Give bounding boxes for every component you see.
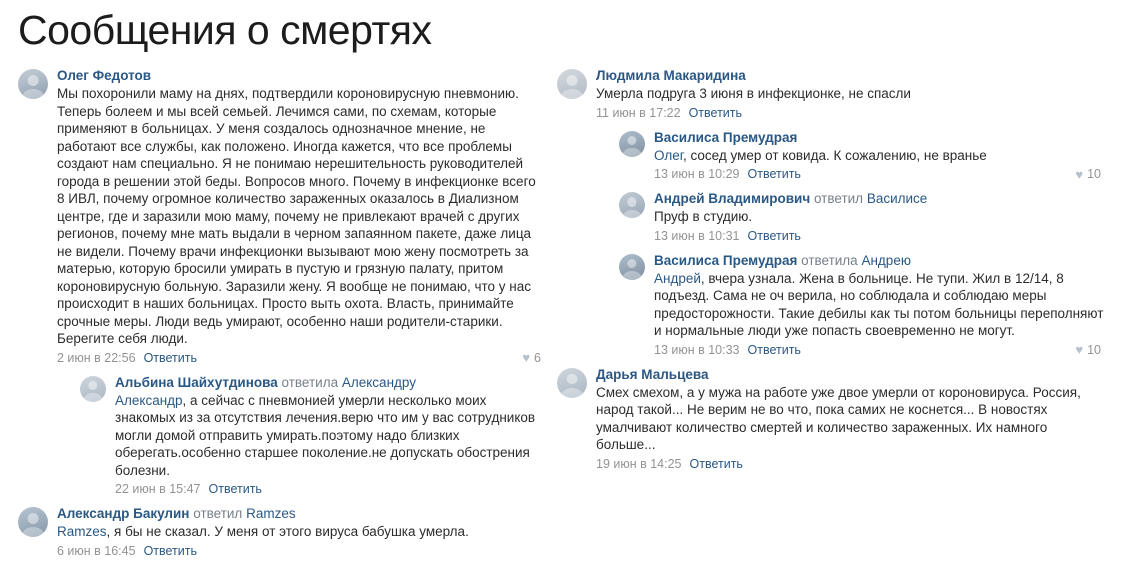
reply-button[interactable]: Ответить	[208, 482, 262, 497]
comment-text	[654, 147, 1105, 165]
comment-author-line	[115, 374, 545, 391]
like-count: 10	[1087, 167, 1101, 182]
reply-button[interactable]: Ответить	[747, 167, 801, 182]
like-counter[interactable]	[1075, 343, 1105, 357]
comment-text	[115, 392, 545, 480]
like-counter[interactable]	[522, 351, 545, 365]
comment-date: 2 июн в 22:56	[57, 350, 136, 365]
avatar[interactable]	[18, 507, 48, 537]
comment-author[interactable]: Василиса Премудрая	[654, 129, 798, 145]
avatar[interactable]	[619, 131, 645, 157]
comment-item[interactable]	[18, 67, 545, 365]
right-comments-column	[545, 67, 1108, 567]
comment-author[interactable]: Дарья Мальцева	[596, 366, 709, 382]
comment-text-rest: , сосед умер от ковида. К сожалению, не вранье	[683, 147, 987, 163]
heart-icon: ♥	[1075, 342, 1084, 358]
mention-link[interactable]: Александр	[115, 392, 183, 408]
comment-body	[57, 505, 545, 558]
mention-link[interactable]: Андрей	[654, 270, 701, 286]
mention-link[interactable]: Ramzes	[57, 524, 107, 540]
comments-columns	[0, 67, 1123, 567]
comment-item[interactable]	[619, 129, 1105, 182]
comment-item[interactable]	[80, 374, 545, 497]
avatar[interactable]	[80, 376, 106, 402]
reply-target	[193, 506, 295, 521]
comment-meta	[654, 343, 1105, 357]
comment-author[interactable]: Андрей Владимирович	[654, 191, 811, 207]
comment-date: 13 июн в 10:33	[654, 342, 740, 357]
avatar[interactable]	[557, 368, 587, 398]
comment-meta	[57, 544, 545, 558]
comments-page	[0, 6, 1123, 583]
comment-date: 22 июн в 15:47	[115, 482, 201, 497]
like-count: 10	[1087, 342, 1101, 357]
replied-to-name[interactable]: Ramzes	[246, 506, 296, 522]
comment-body	[654, 252, 1108, 358]
avatar[interactable]	[557, 69, 587, 99]
comment-meta	[654, 229, 1105, 243]
comment-author-line	[57, 505, 545, 522]
page-title: Сообщения о смертях	[18, 7, 432, 53]
comment-date: 19 июн в 14:25	[596, 456, 682, 471]
comment-item[interactable]	[18, 505, 545, 558]
comment-text	[57, 523, 545, 541]
comment-author-line	[596, 67, 1105, 84]
reply-button[interactable]: Ответить	[747, 342, 801, 357]
replied-word: ответила	[281, 374, 339, 390]
reply-button[interactable]: Ответить	[688, 105, 743, 120]
heart-icon: ♥	[522, 350, 531, 366]
mention-link[interactable]: Олег	[654, 147, 684, 163]
comment-text: Пруф в студию.	[654, 209, 753, 225]
comment-author[interactable]: Василиса Премудрая	[654, 252, 798, 268]
comment-body	[654, 129, 1105, 182]
replied-to-name[interactable]: Василисе	[866, 191, 928, 207]
replied-word: ответила	[801, 252, 858, 268]
comment-date: 11 июн в 17:22	[596, 105, 681, 120]
reply-button[interactable]: Ответить	[143, 543, 197, 558]
comment-author-line	[654, 252, 1105, 269]
reply-target	[801, 253, 911, 268]
comment-item[interactable]	[619, 190, 1105, 243]
avatar[interactable]	[619, 192, 645, 218]
comment-author-line	[596, 366, 1105, 383]
comment-author[interactable]: Альбина Шайхутдинова	[115, 374, 278, 390]
replied-word: ответил	[193, 506, 243, 522]
comment-body	[57, 67, 545, 365]
replied-to-name[interactable]: Андрею	[861, 252, 911, 268]
comment-meta	[654, 167, 1105, 181]
comment-item[interactable]	[557, 366, 1105, 471]
comment-body	[115, 374, 545, 497]
comment-body	[596, 67, 1105, 120]
reply-target	[814, 191, 927, 206]
comment-author-line	[654, 129, 1105, 146]
reply-button[interactable]: Ответить	[689, 456, 743, 471]
comment-date: 13 июн в 10:29	[654, 167, 740, 182]
comment-author[interactable]: Олег Федотов	[57, 68, 152, 84]
like-counter[interactable]	[1075, 167, 1105, 181]
comment-meta	[596, 457, 1105, 471]
like-count: 6	[534, 350, 541, 365]
avatar[interactable]	[619, 254, 645, 280]
comment-item[interactable]	[619, 252, 1108, 358]
comment-date: 6 июн в 16:45	[57, 543, 136, 558]
comment-meta	[57, 351, 545, 365]
comment-date: 13 июн в 10:31	[654, 228, 740, 243]
comment-author-line	[654, 190, 1105, 207]
comment-body	[596, 366, 1105, 471]
replied-to-name[interactable]: Александру	[341, 374, 417, 390]
reply-button[interactable]: Ответить	[143, 350, 197, 365]
comment-text-rest: , а сейчас с пневмонией умерли несколько моих знакомых из за отсутствия лечения.верю что им у вас сотрудников могли домой отправить умирать.поэтому надо близких оберегать.особенно старшее поколение.не допускать обострения болезни.	[115, 392, 539, 478]
reply-button[interactable]: Ответить	[747, 228, 801, 243]
comment-meta	[115, 482, 545, 496]
comment-text-rest: , я бы не сказал. У меня от этого вируса бабушка умерла.	[106, 524, 469, 540]
left-comments-column	[0, 67, 545, 567]
avatar[interactable]	[18, 69, 48, 99]
heart-icon: ♥	[1075, 166, 1084, 182]
comment-author[interactable]: Александр Бакулин	[57, 506, 190, 522]
comment-text: Умерла подруга 3 июня в инфекционке, не спасли	[596, 86, 911, 102]
comment-text: Мы похоронили маму на днях, подтвердили короновирусную пневмонию. Теперь болеем и мы всей семьей. Лечимся сами, по схемам, которые применяют в больницах. У меня создалось однозначное мнение, не работают все службы, как положено. Иногда кажется, что все проблемы создают нам специально. Я не понимаю нерешительность руководителей города в решении этой беды. Вопросов много. Почему в инфекционке всего 8 ИВЛ, почему огромное количество зараженных оказалось в Диализном центре, где и заразили мою маму, почему не привлекают врачей с других регионов, почему мне мать выдали в черном запаянном пакете, даже лица не видели. Почему врачи инфекционки вызывают мою жену посмотреть за матерью, которую бросили умирать в пустую и грязную палату, притом короновирусную больную. Заразили жену. Я вообще не понимаю, что у нас происходит в наших больницах. Просто выть охота. Власть, принимайте срочные меры. Люди ведь умирают, особенно наши родители-старики. Берегите себя люди.	[57, 86, 540, 347]
comment-text-rest: , вчера узнала. Жена в больнице. Не тупи. Жил в 12/14, 8 подъезд. Сама не оч верила, но соблюдала и соблюдаю меры предосторожности. Такие дебилы как ты потом больницы переполняют и нормальные люди уже попасть своевременно не могут.	[654, 270, 1108, 339]
comment-author-line	[57, 67, 545, 84]
comment-text: Смех смехом, а у мужа на работе уже двое умерли от короновируса. Россия, народ такой... Не верим не во что, пока самих не коснется... В новостях умалчивают количество смертей и количество зараженных. Их намного больше...	[596, 384, 1085, 453]
comment-meta	[596, 106, 1105, 120]
comment-body	[654, 190, 1105, 243]
reply-target	[282, 375, 417, 390]
comment-text	[654, 270, 1108, 340]
comment-item[interactable]	[557, 67, 1105, 120]
replied-word: ответил	[813, 191, 864, 207]
comment-author[interactable]: Людмила Макаридина	[596, 68, 746, 84]
